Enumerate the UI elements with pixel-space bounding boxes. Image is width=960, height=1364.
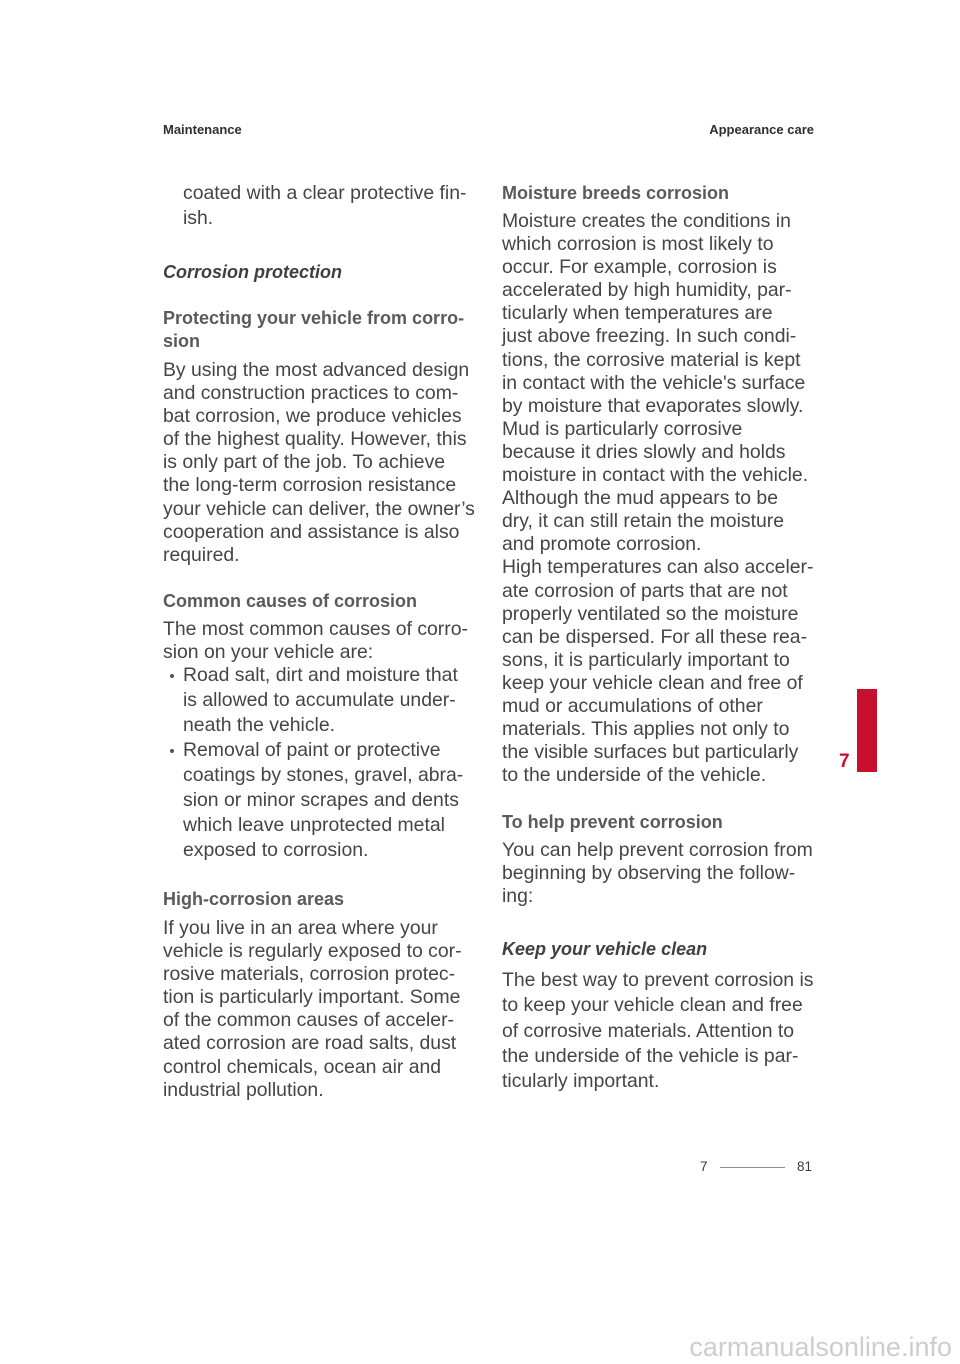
footer-divider — [720, 1167, 785, 1168]
heading-protecting-vehicle: Protecting your vehicle from corro- sion — [163, 308, 465, 351]
heading-help-prevent-corrosion: To help prevent corrosion — [502, 812, 723, 832]
chapter-tab-number: 7 — [839, 751, 850, 772]
bullet-icon — [170, 749, 174, 753]
continued-bullet-text: coated with a clear protective fin- ish. — [183, 182, 467, 229]
bullet-item — [163, 663, 473, 738]
section-title-keep-vehicle-clean: Keep your vehicle clean — [502, 939, 708, 959]
header-section-title: Maintenance — [163, 122, 242, 137]
bullet-icon — [170, 674, 174, 678]
heading-moisture-breeds-corrosion: Moisture breeds corrosion — [502, 183, 730, 203]
paragraph-keep-vehicle-clean: The best way to prevent corrosion is to keep your vehicle clean and free of corrosive materials. Attention to the underside of the vehicle is par- ticularly important. — [502, 969, 814, 1092]
bullet-text: Removal of paint or protective coatings by stones, gravel, abra- sion or minor scrapes and dents which leave unprotected metal exposed to corrosion. — [183, 739, 464, 861]
footer-chapter-number: 7 — [700, 1159, 708, 1174]
paragraph-help-prevent: You can help prevent corrosion from beginning by observing the follow- ing: — [502, 839, 813, 908]
heading-common-causes: Common causes of corrosion — [163, 591, 418, 611]
bullet-text: Road salt, dirt and moisture that is allowed to accumulate under- neath the vehicle. — [183, 664, 458, 736]
paragraph-common-causes-intro: The most common causes of corro- sion on your vehicle are: — [163, 618, 468, 664]
bullet-item — [163, 738, 473, 863]
watermark: carmanualsonline.info — [689, 1332, 952, 1362]
section-title-corrosion-protection: Corrosion protection — [163, 262, 342, 282]
heading-high-corrosion-areas: High-corrosion areas — [163, 889, 345, 909]
footer-page-number: 81 — [797, 1159, 813, 1174]
header-topic-title: Appearance care — [709, 122, 814, 137]
paragraph-high-corrosion-areas: If you live in an area where your vehicle is regularly exposed to cor- rosive materials, corrosion protec- tion is particularly important. Some of the common causes of acceler- ated corrosion are road salts, dust control chemicals, ocean air and industrial pollution. — [163, 917, 462, 1101]
paragraph-moisture: Moisture creates the conditions in which corrosion is most likely to occur. For example, corrosion is accelerated by high humidity, par- ticularly when temperatures are just above freezing. In such condi- tions, the corrosive material is kept in contact with the vehicle's surface by moisture that evaporates slowly. Mud is particularly corrosive because it dries slowly and holds moisture in contact with the vehicle. Although the mud appears to be dry, it can still retain the moisture and promote corrosion. High temperatures can also acceler- ate corrosion of parts that are not properly ventilated so the moisture can be dispersed. For all these rea- sons, it is particularly important to keep your vehicle clean and free of mud or accumulations of other materials. This applies not only to the visible surfaces but particularly to the underside of the vehicle. — [502, 210, 814, 787]
paragraph-protecting-vehicle: By using the most advanced design and construction practices to com- bat corrosion, we produce vehicles of the highest quality. However, this is only part of the job. To achieve the long-term corrosion resistance your vehicle can deliver, the owner’s cooperation and assistance is also required. — [163, 359, 475, 566]
chapter-tab — [857, 689, 877, 772]
